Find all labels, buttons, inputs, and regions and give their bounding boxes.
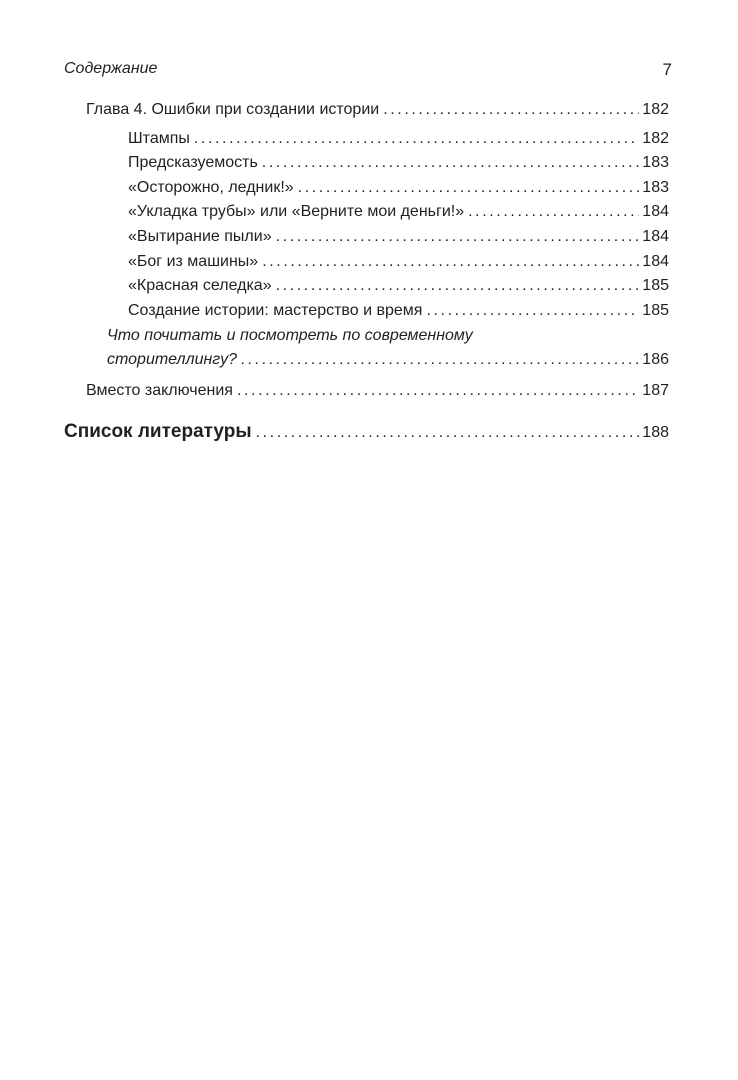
running-head: Содержание [64,60,158,77]
toc-entry-page: 185 [642,302,669,319]
toc-entry-page: 184 [642,228,669,245]
dot-leader [468,204,639,220]
toc-entry-page: 185 [642,277,669,294]
toc-entry-conclusion[interactable] [86,382,669,400]
toc-entry-page: 187 [642,382,669,399]
toc-entry-bibliography[interactable] [64,421,669,443]
dot-leader [256,425,640,441]
toc-entry[interactable] [128,277,669,295]
toc-entry-page: 183 [642,179,669,196]
toc-entry[interactable] [128,203,669,221]
toc-entry-title: Глава 4. Ошибки при создании истории [86,101,380,118]
toc-entry-page: 184 [642,203,669,220]
toc-entry[interactable] [128,302,669,320]
toc-entry-chapter-4[interactable] [86,101,669,119]
dot-leader [262,254,639,270]
toc-entry-reading[interactable] [107,351,669,369]
dot-leader [383,102,639,118]
dot-leader [241,352,639,368]
toc-entry-title: «Бог из машины» [128,253,259,270]
dot-leader [276,278,640,294]
dot-leader [237,383,639,399]
toc-entry[interactable] [128,130,669,148]
toc-entry-reading-line1[interactable]: Что почитать и посмотреть по современному [107,327,473,344]
toc-entry-page: 182 [642,130,669,147]
dot-leader [426,303,639,319]
toc-entry-page: 182 [642,101,669,118]
toc-entry-page: 184 [642,253,669,270]
toc-entry-title: Создание истории: мастерство и время [128,302,423,319]
toc-entry-title: «Вытирание пыли» [128,228,272,245]
toc-entry-title: «Осторожно, ледник!» [128,179,294,196]
toc-entry-page: 183 [642,154,669,171]
toc-entry[interactable] [128,228,669,246]
toc-entry-page: 186 [642,351,669,368]
toc-entry-title: Штампы [128,130,190,147]
dot-leader [298,180,640,196]
dot-leader [194,131,639,147]
dot-leader [262,155,640,171]
toc-entry[interactable] [128,253,669,271]
dot-leader [276,229,640,245]
toc-entry-title: Вместо заключения [86,382,233,399]
toc-entry[interactable] [128,179,669,197]
toc-entry-title: «Укладка трубы» или «Верните мои деньги!» [128,203,465,220]
toc-entry-title: Предсказуемость [128,154,258,171]
page-number: 7 [662,60,672,79]
toc-entry-title: сторителлингу? [107,351,238,368]
toc-entry-title: «Красная селедка» [128,277,272,294]
toc-entry[interactable] [128,154,669,172]
toc-entry-title: Список литературы [64,421,252,442]
toc-entry-page: 188 [642,424,669,441]
